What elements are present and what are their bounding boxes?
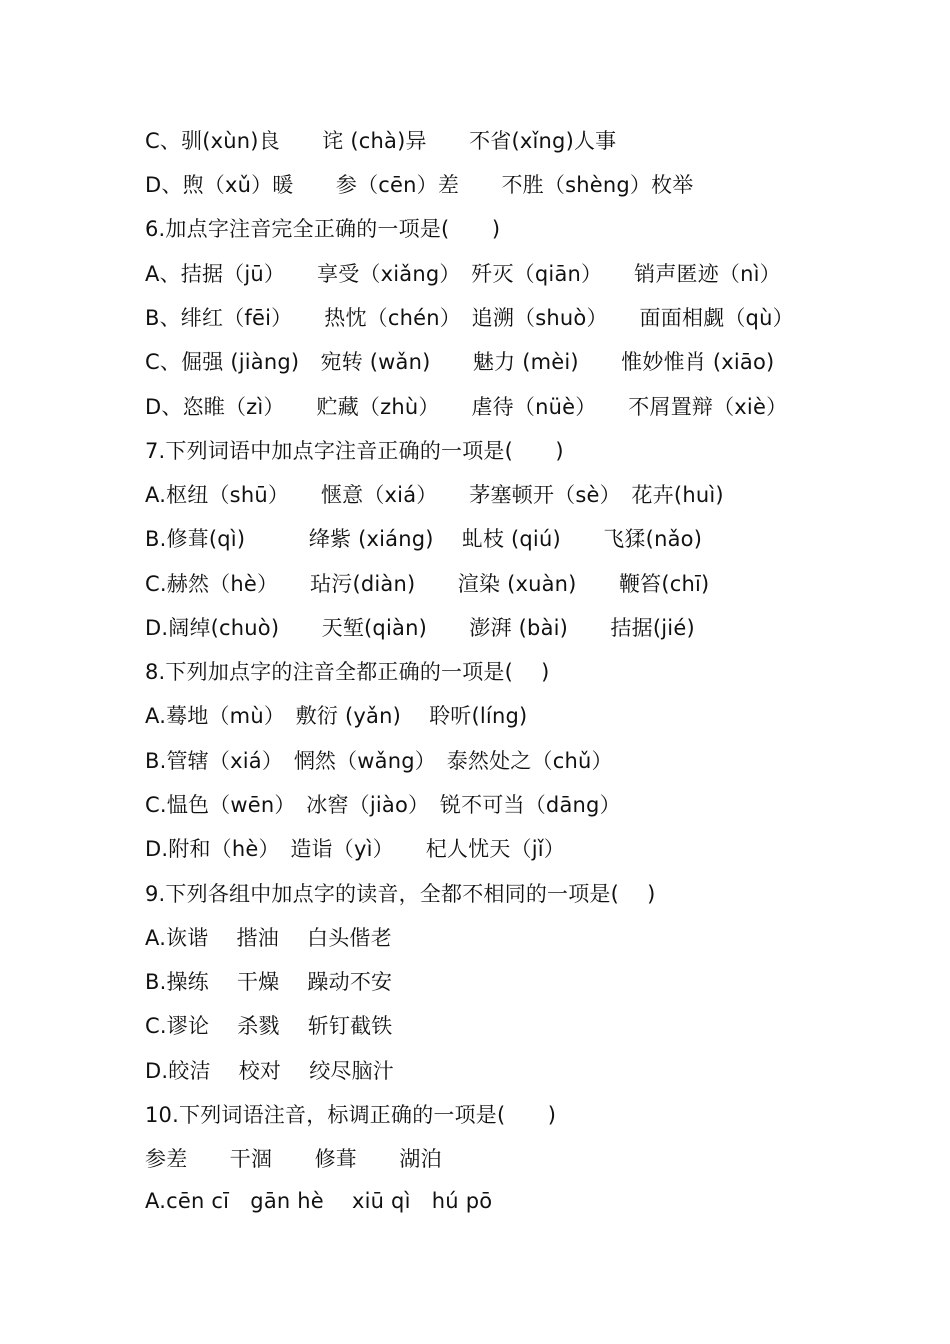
option-a: A、拮据（jū） 享受（xiǎng） 歼灭（qiān） 销声匿迹（nì） [145,262,781,286]
option-d: D.附和（hè） 造诣（yì） 杞人忧天（jǐ） [145,837,566,861]
option-c: C.赫然（hè） 玷污(diàn) 渲染 (xuàn) 鞭笞(chī) [145,572,710,596]
question-7-stem: 7.下列词语中加点字注音正确的一项是( ) [145,439,564,463]
question-9-stem: 9.下列各组中加点字的读音，全都不相同的一项是( ) [145,882,656,906]
option-b: B、绯红（fēi） 热忱（chén） 追溯（shuò） 面面相觑（qù） [145,306,794,330]
option-c: C.谬论 杀戮 斩钉截铁 [145,1014,393,1038]
option-d: D、恣睢（zì） 贮藏（zhù） 虐待（nüè） 不屑置辩（xiè） [145,395,788,419]
option-d: D.皎洁 校对 绞尽脑汁 [145,1059,394,1083]
question-8-stem: 8.下列加点字的注音全都正确的一项是( ) [145,660,550,684]
option-b: B.修葺(qì) 绛紫 (xiáng) 虬枝 (qiú) 飞猱(nǎo) [145,527,703,551]
text-line: C、驯(xùn)良 诧 (chà)异 不省(xǐng)人事 [145,129,617,153]
option-a: A.cēn cī gān hè xiū qì hú pō [145,1189,493,1213]
question-10-stem: 10.下列词语注音，标调正确的一项是( ) [145,1103,557,1127]
option-a: A.枢纽（shū） 惬意（xiá） 茅塞顿开（sè） 花卉(huì) [145,483,724,507]
word-list: 参差 干涸 修葺 湖泊 [145,1147,442,1171]
option-a: A.诙谐 揩油 白头偕老 [145,926,392,950]
question-6-stem: 6.加点字注音完全正确的一项是( ) [145,217,501,241]
option-a: A.蓦地（mù） 敷衍 (yǎn) 聆听(líng) [145,704,528,728]
text-line: D、煦（xǔ）暖 参（cēn）差 不胜（shèng）枚举 [145,173,694,197]
option-c: C.愠色（wēn） 冰窖（jiào） 锐不可当（dāng） [145,793,621,817]
option-b: B.操练 干燥 躁动不安 [145,970,393,994]
option-b: B.管辖（xiá） 惘然（wǎng） 泰然处之（chǔ） [145,749,613,773]
option-c: C、倔强 (jiàng) 宛转 (wǎn) 魅力 (mèi) 惟妙惟肖 (xiāo) [145,350,775,374]
option-d: D.阔绰(chuò) 天堑(qiàn) 澎湃 (bài) 拮据(jié) [145,616,695,640]
